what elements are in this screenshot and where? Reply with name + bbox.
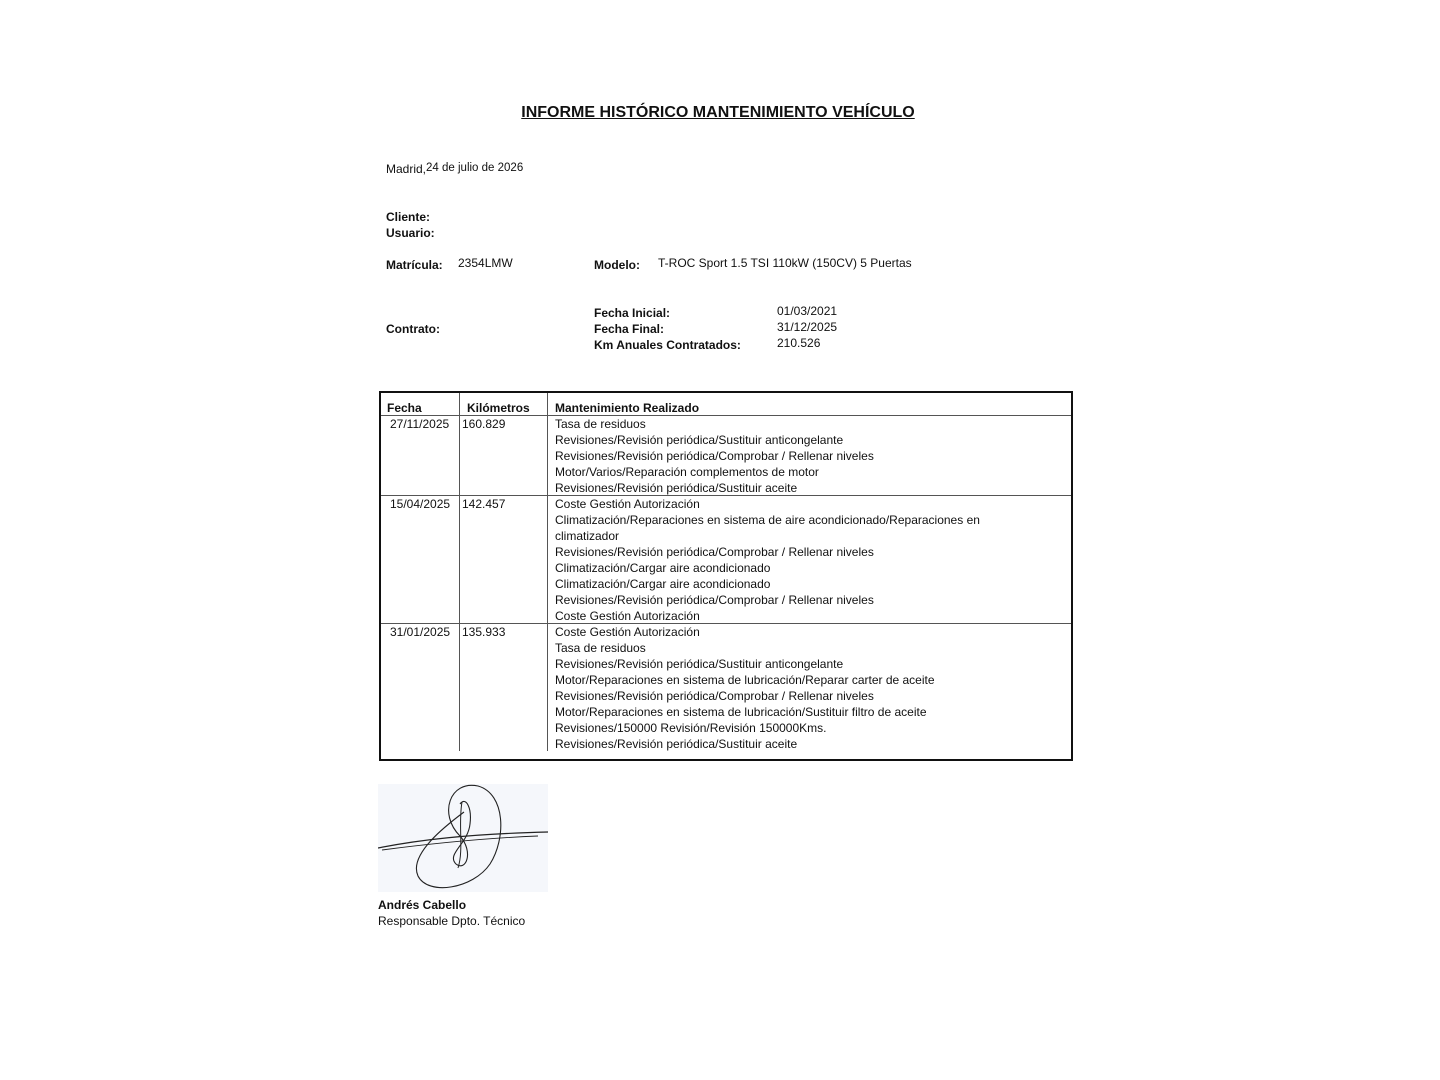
- km-anuales-label: Km Anuales Contratados:: [594, 338, 741, 352]
- city: Madrid,: [386, 162, 427, 176]
- header-kilometros: Kilómetros: [467, 401, 530, 415]
- list-item: Revisiones/Revisión periódica/Sustituir anticongelante: [555, 657, 844, 671]
- fecha-inicial-value: 01/03/2021: [777, 304, 838, 318]
- row-km: 135.933: [462, 625, 506, 639]
- row-fecha: 31/01/2025: [390, 625, 451, 639]
- modelo-value: T-ROC Sport 1.5 TSI 110kW (150CV) 5 Puertas: [658, 256, 912, 270]
- signatory-name: Andrés Cabello: [378, 898, 467, 912]
- list-item: Climatización/Reparaciones en sistema de aire acondicionado/Reparaciones en: [555, 513, 980, 527]
- list-item: Revisiones/Revisión periódica/Sustituir anticongelante: [555, 433, 844, 447]
- row-items: [555, 624, 935, 752]
- row-items: [555, 416, 874, 496]
- list-item: Climatización/Cargar aire acondicionado: [555, 561, 771, 575]
- document-title: INFORME HISTÓRICO MANTENIMIENTO VEHÍCULO: [521, 104, 915, 121]
- list-item: Revisiones/Revisión periódica/Comprobar / Rellenar niveles: [555, 689, 874, 703]
- header-fecha: Fecha: [387, 401, 422, 415]
- list-item: Motor/Reparaciones en sistema de lubricación/Reparar carter de aceite: [555, 673, 935, 687]
- list-item: Motor/Varios/Reparación complementos de motor: [555, 465, 819, 479]
- fecha-final-value: 31/12/2025: [777, 320, 838, 334]
- signatory-role: Responsable Dpto. Técnico: [378, 914, 526, 928]
- usuario-label: Usuario:: [386, 226, 435, 240]
- list-item: Revisiones/Revisión periódica/Sustituir aceite: [555, 737, 798, 751]
- list-item: climatizador: [555, 529, 620, 543]
- contrato-label: Contrato:: [386, 322, 440, 336]
- column-divider: [547, 393, 548, 751]
- list-item: Revisiones/Revisión periódica/Sustituir aceite: [555, 481, 798, 495]
- fecha-inicial-label: Fecha Inicial:: [594, 306, 671, 320]
- maintenance-table: [379, 391, 1073, 761]
- date: 24 de julio de 2026: [426, 162, 524, 174]
- list-item: Revisiones/150000 Revisión/Revisión 150000Kms.: [555, 721, 827, 735]
- matricula-label: Matrícula:: [386, 258, 443, 272]
- list-item: Revisiones/Revisión periódica/Comprobar / Rellenar niveles: [555, 545, 874, 559]
- list-item: Revisiones/Revisión periódica/Comprobar / Rellenar niveles: [555, 449, 874, 463]
- place-date: [386, 162, 523, 176]
- row-fecha: 15/04/2025: [390, 497, 451, 511]
- list-item: Revisiones/Revisión periódica/Comprobar / Rellenar niveles: [555, 593, 874, 607]
- row-fecha: 27/11/2025: [390, 417, 450, 431]
- list-item: Coste Gestión Autorización: [555, 625, 700, 639]
- list-item: Tasa de residuos: [555, 417, 646, 431]
- column-divider: [459, 393, 460, 751]
- list-item: Coste Gestión Autorización: [555, 609, 700, 623]
- list-item: Coste Gestión Autorización: [555, 497, 700, 511]
- modelo-label: Modelo:: [594, 258, 640, 272]
- row-items: [555, 496, 980, 624]
- signature-scribble: [378, 784, 548, 892]
- signature-image: [378, 784, 548, 892]
- matricula-value: 2354LMW: [458, 256, 513, 270]
- row-km: 160.829: [462, 417, 506, 431]
- row-km: 142.457: [462, 497, 506, 511]
- cliente-label: Cliente:: [386, 210, 431, 224]
- list-item: Tasa de residuos: [555, 641, 646, 655]
- fecha-final-label: Fecha Final:: [594, 322, 665, 336]
- km-anuales-value: 210.526: [777, 336, 821, 350]
- header-mantenimiento: Mantenimiento Realizado: [555, 401, 700, 415]
- list-item: Climatización/Cargar aire acondicionado: [555, 577, 771, 591]
- list-item: Motor/Reparaciones en sistema de lubricación/Sustituir filtro de aceite: [555, 705, 927, 719]
